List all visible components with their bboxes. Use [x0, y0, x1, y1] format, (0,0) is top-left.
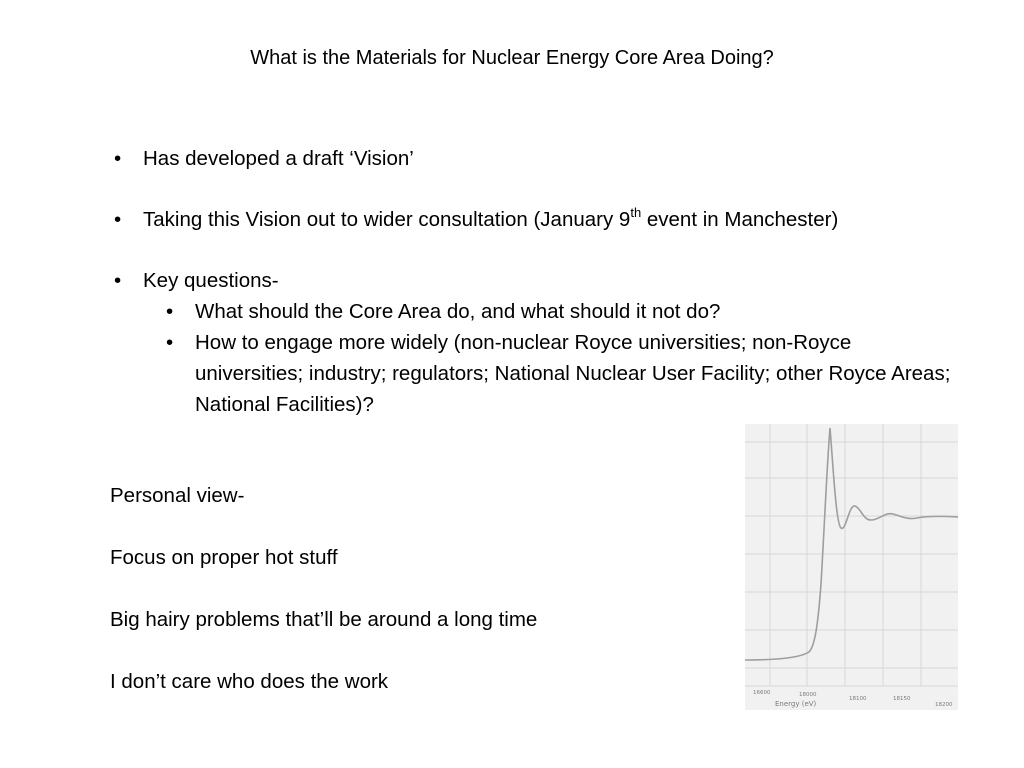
x-axis-label: Energy (eV)	[775, 700, 817, 708]
bullet-text-consultation-before: Taking this Vision out to wider consultation (January 9	[143, 208, 631, 231]
slide-title: What is the Materials for Nuclear Energy Core Area Doing?	[250, 47, 774, 69]
personal-view-line: I don’t care who does the work	[110, 670, 389, 693]
bullet-dot: •	[114, 147, 122, 170]
sub-bullet-text: What should the Core Area do, and what should it not do?	[195, 300, 721, 323]
bullet-dot: •	[114, 269, 122, 292]
bullet-item	[110, 143, 990, 174]
x-tick-label: 18150	[893, 696, 911, 702]
sub-bullet-dot: •	[166, 300, 174, 323]
personal-view-block	[110, 480, 537, 697]
x-tick-label: 18100	[849, 696, 867, 702]
bullet-text-consultation	[143, 205, 839, 231]
bullet-text-vision: Has developed a draft ‘Vision’	[143, 147, 414, 170]
bullet-text-consultation-after: event in Manchester)	[641, 208, 839, 231]
ordinal-suffix: th	[630, 205, 642, 220]
bullet-dot: •	[114, 208, 122, 231]
x-tick-label: 18200	[935, 702, 953, 708]
sub-bullet-item	[162, 296, 955, 327]
bullet-item	[110, 204, 990, 235]
sub-bullet-item	[162, 327, 955, 420]
personal-view-line: Big hairy problems that’ll be around a long time	[110, 608, 538, 631]
plot-background	[745, 424, 958, 710]
x-tick-label: 16600	[753, 690, 771, 696]
bullet-item	[110, 265, 990, 420]
personal-view-heading: Personal view-	[110, 484, 245, 507]
personal-view-line: Focus on proper hot stuff	[110, 546, 338, 569]
x-tick-label: 18000	[799, 692, 817, 698]
bullet-list	[110, 143, 990, 420]
bullet-text-key-questions: Key questions-	[143, 269, 279, 292]
sub-bullet-list	[162, 296, 990, 420]
sub-bullet-text: How to engage more widely (non-nuclear Royce universities; non-Royce universities; industry; regulators; National Nuclear User Facility; other Royce Areas; National Facilities)?	[195, 331, 951, 416]
spectrum-plot	[745, 424, 958, 710]
spectrum-photo	[745, 424, 958, 710]
sub-bullet-dot: •	[166, 331, 174, 354]
